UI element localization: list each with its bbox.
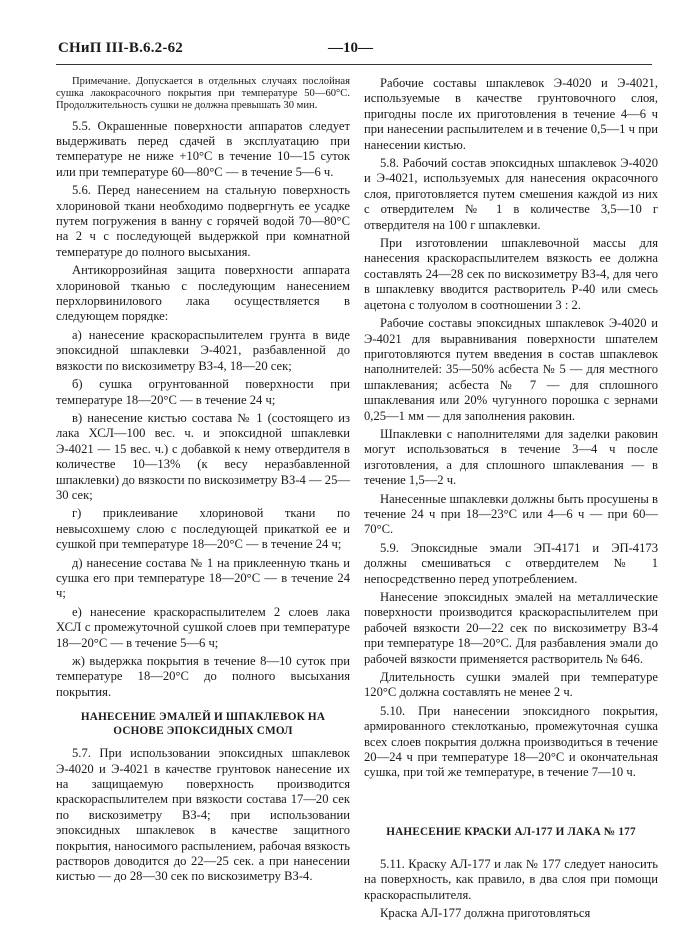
paragraph-5-7: 5.7. При использовании эпоксидных шпаклевок Э-4020 и Э-4021 в качестве грунтовок нанесение их на защищаемую поверхность производится краскораспылителем при вязкости состава 17—20 сек по вискозиметру ВЗ-4; при использовании эпоксидных шпаклевок в качестве защитного покрытия, наносимого распылением, рабочая вязкость растворов доводится до 22—25 сек. а при нанесении кистью — до 28—30 сек по вискозиметру ВЗ-4. bbox=[56, 746, 350, 884]
list-item-v: в) нанесение кистью состава № 1 (состоящего из лака ХСЛ—100 вес. ч. и эпоксидной шпаклевки Э-4021 — 15 вес. ч.) с добавкой к нему отвердителя в количестве 10—13% (к весу неразбавленной шпаклевки) до вязкости по вискозиметру ВЗ-4 — 25—30 сек; bbox=[56, 410, 350, 502]
list-item-d: д) нанесение состава № 1 на приклеенную ткань и сушка его при температуре 18—20°С — в течение 24 ч; bbox=[56, 555, 350, 601]
paragraph-5-8: 5.8. Рабочий состав эпоксидных шпаклевок Э-4020 и Э-4021, используемых для нанесения окрасочного слоя, приготовляется путем смешения каждой из них с отвердителем № 1 в количестве 3,5—10 г отвердителя на 100 г шпаклевки. bbox=[364, 156, 658, 232]
left-column bbox=[56, 76, 350, 888]
list-item-zh: ж) выдержка покрытия в течение 8—10 суток при температуре 18—20°С до полного высыхания покрытия. bbox=[56, 654, 350, 699]
paragraph-5-9: 5.9. Эпоксидные эмали ЭП-4171 и ЭП-4173 должны смешиваться с отвердителем № 1 непосредственно перед употреблением. bbox=[364, 540, 658, 586]
paragraph-5-11: 5.11. Краску АЛ-177 и лак № 177 следует наносить на поверхность, как правило, в два слоя при помощи краскораспылителя. bbox=[364, 856, 658, 902]
page-number: —10— bbox=[328, 40, 373, 56]
list-item-a: а) нанесение краскораспылителем грунта в виде эпоксидной шпаклевки Э-4021, разбавленной до вязкости по вискозиметру ВЗ-4, 18—20 сек; bbox=[56, 327, 350, 373]
section-heading-al177: НАНЕСЕНИЕ КРАСКИ АЛ-177 И ЛАКА № 177 bbox=[386, 825, 636, 838]
paragraph-anticorrosion: Антикоррозийная защита поверхности аппарата хлориновой тканью с последующим нанесением перхлорвинилового лака осуществляется в следующем порядке: bbox=[56, 263, 350, 324]
list-item-e: е) нанесение краскораспылителем 2 слоев лака ХСЛ с промежуточной сушкой слоев при температуре 18—20°С — в течение 5—6 ч; bbox=[56, 604, 350, 650]
note-paragraph: Примечание. Допускается в отдельных случаях послойная сушка лакокрасочного покрытия при температуре 50—60°С. Продолжительность сушки не должна превышать 30 мин. bbox=[56, 76, 350, 112]
paragraph-last: Краска АЛ-177 должна приготовляться bbox=[380, 906, 591, 921]
paragraph-enamel-application: Нанесение эпоксидных эмалей на металлические поверхности производится краскораспылителем при рабочей вязкости 20—22 сек по вискозиметру ВЗ-4 при температуре 18—20°С. Для разбавления эмали до рабочей вязкости применяется растворитель № 646. bbox=[364, 590, 658, 666]
page-header bbox=[58, 40, 648, 62]
header-rule bbox=[56, 64, 652, 65]
section-heading-epoxy: НАНЕСЕНИЕ ЭМАЛЕЙ И ШПАКЛЕВОК НА ОСНОВЕ ЭПОКСИДНЫХ СМОЛ bbox=[80, 711, 326, 738]
paragraph-filled-putty: Шпаклевки с наполнителями для заделки раковин могут использоваться в течение 3—4 ч после изготовления, а для сплошного шпаклевания — в течение 1,5—2 ч. bbox=[364, 426, 658, 488]
list-item-b: б) сушка огрунтованной поверхности при температуре 18—20°С — в течение 24 ч; bbox=[56, 377, 350, 407]
paragraph-putty-mass: При изготовлении шпаклевочной массы для нанесения краскораспылителем вязкость ее должна составлять 24—28 сек по вискозиметру ВЗ-4, для чего в шпаклевку вводится растворитель Р-40 или смесь ацетона с толуолом в соотношении 3 : 2. bbox=[364, 236, 658, 312]
paragraph-working-compositions: Рабочие составы шпаклевок Э-4020 и Э-4021, используемые в качестве грунтовочного слоя, пригодны после их приготовления в течение 4—6 ч при нанесении распылителем и в течение 0,5—1 ч при нанесении кистью. bbox=[364, 76, 658, 152]
list-item-g: г) приклеивание хлориновой ткани по невысохшему слою с последующей прикаткой ее и сушкой при температуре 18—20°С — в течение 24 ч; bbox=[56, 506, 350, 552]
paragraph-leveling: Рабочие составы эпоксидных шпаклевок Э-4020 и Э-4021 для выравнивания поверхности шпателем приготовляются путем введения в состав шпаклевок наполнителей: 35—50% асбеста № 5 — для местного шпаклевания; асбеста № 7 — для сплошного шпаклевания или 20% чугунного порошка с зернами 0,25—1 мм — для заполнения раковин. bbox=[364, 316, 658, 423]
document-code: СНиП III-В.6.2-62 bbox=[58, 40, 183, 56]
paragraph-drying: Нанесенные шпаклевки должны быть просушены в течение 24 ч при 18—23°С или 4—6 ч — при 60—70°С. bbox=[364, 491, 658, 537]
paragraph-5-5: 5.5. Окрашенные поверхности аппаратов следует выдерживать перед сдачей в эксплуатацию при температуре не ниже +10°С в течение 10—15 суток или при температуре 60—80°С — в течение 5—6 ч. bbox=[56, 118, 350, 179]
right-column bbox=[364, 76, 658, 925]
paragraph-drying-duration: Длительность сушки эмалей при температуре 120°С должна составлять не менее 2 ч. bbox=[364, 670, 658, 700]
paragraph-5-10: 5.10. При нанесении эпоксидного покрытия, армированного стеклотканью, промежуточная сушка всех слоев покрытия должна производиться в течение 20—24 ч при температуре 18—20°С и окончательная сушка, при той же температуре, в течение 7—10 ч. bbox=[364, 703, 658, 780]
paragraph-5-6: 5.6. Перед нанесением на стальную поверхность хлориновой ткани необходимо подвергнуть ее усадке путем погружения в ванну с горячей водой 70—80°С на 2 ч с последующей выдержкой при комнатной температуре до полного высыхания. bbox=[56, 183, 350, 259]
